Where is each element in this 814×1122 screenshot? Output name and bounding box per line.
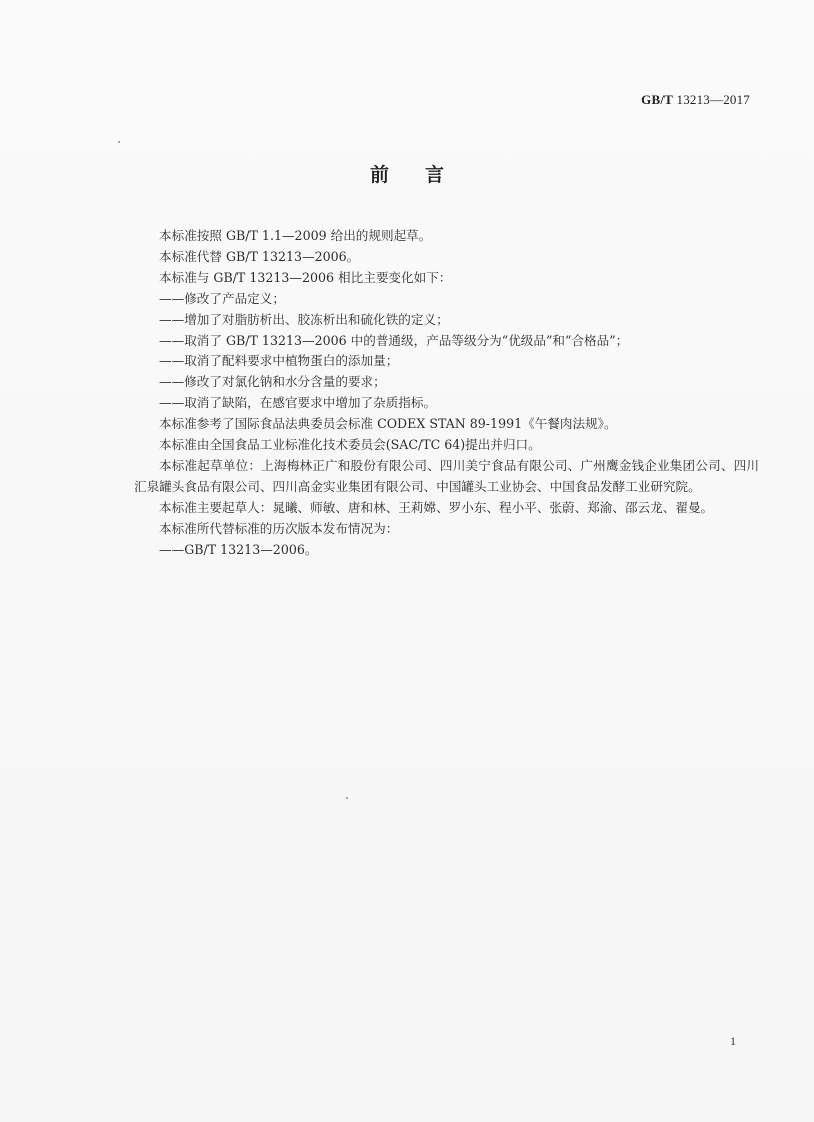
- change-list-item: ——取消了缺陷，在感官要求中增加了杂质指标。: [159, 395, 437, 411]
- paragraph: 本标准与 GB/T 13213—2006 相比主要变化如下：: [159, 269, 452, 285]
- scan-speck: [346, 797, 348, 799]
- paragraph: 本标准所代替标准的历次版本发布情况为：: [159, 520, 399, 536]
- foreword-body: [134, 226, 759, 561]
- standard-code-prefix: GB/T: [641, 92, 674, 107]
- change-list-item: ——修改了对氯化钠和水分含量的要求；: [159, 374, 386, 390]
- page-title: 前言: [369, 164, 480, 186]
- paragraph: 本标准代替 GB/T 13213—2006。: [159, 248, 360, 264]
- drafters-paragraph: 本标准主要起草人：晁曦、师敏、唐和林、王莉嫦、罗小东、程小平、张蔚、郑渝、邵云龙、翟曼。: [159, 499, 714, 515]
- history-list-item: ——GB/T 13213—2006。: [159, 541, 318, 557]
- page-number: 1: [730, 1034, 736, 1048]
- standard-code-number: 13213—2017: [676, 92, 750, 107]
- drafting-units-paragraph: 本标准起草单位：上海梅林正广和股份有限公司、四川美宁食品有限公司、广州鹰金钱企业集团公司、四川汇泉罐头食品有限公司、四川高金实业集团有限公司、中国罐头工业协会、中国食品发酵工业研究院。: [134, 457, 759, 494]
- scan-speck: [118, 141, 120, 143]
- change-list-item: ——取消了配料要求中植物蛋白的添加量；: [159, 353, 399, 369]
- change-list-item: ——取消了 GB/T 13213—2006 中的普通级，产品等级分为“优级品”和“合格品”；: [159, 332, 629, 348]
- change-list-item: ——增加了对脂肪析出、胶冻析出和硫化铁的定义；: [159, 311, 449, 327]
- paragraph: 本标准按照 GB/T 1.1—2009 给出的规则起草。: [159, 228, 432, 243]
- paragraph: 本标准参考了国际食品法典委员会标准 CODEX STAN 89-1991《午餐肉法规》。: [159, 416, 617, 432]
- change-list-item: ——修改了产品定义；: [159, 290, 285, 306]
- paragraph: 本标准由全国食品工业标准化技术委员会(SAC/TC 64)提出并归口。: [159, 437, 541, 453]
- standard-code: [641, 92, 750, 108]
